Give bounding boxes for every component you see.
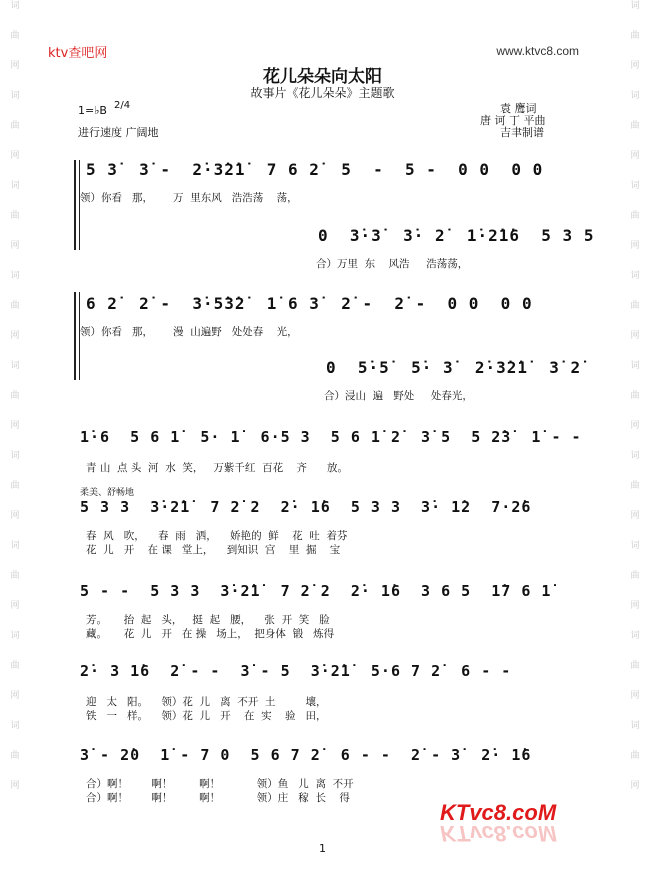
score-lyric: 领）你看 那， 万 里东风 浩浩荡 荡， [80,192,298,204]
watermark-glyph: 词 [10,631,20,641]
score-lyric-verse2: 花 儿 开 在 课 堂上， 到知识 宫 里 掘 宝 [86,544,341,556]
score-lyric: 领）你看 那， 漫 山遍野 处处春 光， [80,326,298,338]
watermark-glyph: 曲 [630,751,640,761]
watermark-glyph: 网 [630,421,640,431]
watermark-glyph: 词 [630,1,640,11]
watermark-glyph: 曲 [10,481,20,491]
score-lyric: 青 山 点 头 河 水 笑， 万紫千红 百花 齐 放。 [86,462,348,474]
score-lyric: 芳。 抬 起 头， 挺 起 腰， 张 开 笑 脸 [86,614,330,626]
score-lyric-verse2: 铁 一 样。 领）花 儿 开 在 实 验 田， [86,710,327,722]
watermark-glyph: 词 [10,451,20,461]
tempo-marking: 进行速度 广阔地 [78,126,159,139]
song-subtitle: 故事片《花儿朵朵》主题歌 [250,86,395,100]
watermark-glyph: 曲 [630,211,640,221]
watermark-glyph: 网 [630,151,640,161]
watermark-glyph: 网 [10,691,20,701]
watermark-glyph: 词 [10,181,20,191]
score-notes: 6 2̇ 2̇ - 3̇·5̇3̇2̇ 1̇ 6 3̇ 2̇ - 2̇ - 0 0 0 0 [86,294,533,313]
watermark-glyph: 网 [10,61,20,71]
score-lyric: 春 风 吹， 春 雨 洒， 娇艳的 鲜 花 吐 着芬 [86,530,348,542]
watermark-glyph: 网 [630,241,640,251]
watermark-glyph: 词 [630,361,640,371]
watermark-glyph: 词 [630,721,640,731]
watermark-glyph: 网 [10,331,20,341]
watermark-glyph: 词 [630,451,640,461]
watermark-glyph: 网 [630,781,640,791]
brand-logo-text: ktv查吧网 [48,46,108,61]
watermark-glyph: 网 [10,601,20,611]
watermark-glyph: 词 [630,91,640,101]
score-notes: 5 3̇ 3̇ - 2̇·3̇2̇1̇ 7 6 2̇ 5 - 5 - 0 0 0 0 [86,160,544,179]
section-expression: 柔美、舒畅地 [80,488,135,498]
score-notes: 3̇ - 2̇0 1̇ - 7 0 5 6 7 2̇ 6 - - 2̇ - 3̇ 2̇· 1̇6 [80,746,532,764]
watermark-glyph: 曲 [630,31,640,41]
page-number: 1 [319,842,326,855]
key-signature: 1=♭B [78,104,107,117]
watermark-glyph: 曲 [630,301,640,311]
watermark-glyph: 网 [10,151,20,161]
watermark-glyph: 曲 [10,301,20,311]
watermark-glyph: 词 [10,91,20,101]
composer-credit: 唐 诃 丁 平曲 [480,114,546,127]
score-notes: 2̇· 3 1̇6 2̇ - - 3̇ - 5 3̇·2̇1̇ 5·6 7 2̇ 6 - - [80,662,512,680]
watermark-glyph: 曲 [630,391,640,401]
watermark-glyph: 词 [10,361,20,371]
lyricist-credit: 袁 鹰词 [500,102,537,115]
score-lyric: 合）啊！ 啊！ 啊！ 领）鱼 儿 离 不开 [86,778,354,790]
watermark-glyph: 曲 [10,121,20,131]
score-lyric: 迎 太 阳。 领）花 儿 离 不开 土 壤， [86,696,327,708]
score-notes: 5 - - 5 3 3 3̇·2̇1̇ 7 2̇ 2 2̇· 1̇6 3 6 5 1̇7 6 1̇ [80,582,552,600]
watermark-glyph: 网 [10,781,20,791]
watermark-glyph: 词 [630,271,640,281]
watermark-glyph: 曲 [10,571,20,581]
watermark-glyph: 网 [10,421,20,431]
score-lyric-verse2: 合）啊！ 啊！ 啊！ 领）庄 稼 长 得 [86,792,350,804]
watermark-glyph: 网 [630,601,640,611]
watermark-glyph: 网 [630,691,640,701]
footer-logo [440,800,556,846]
footer-logo-text: KTvc8.coM [440,800,557,825]
watermark-glyph: 词 [10,721,20,731]
score-notes: 1̇·6 5 6 1̇ 5· 1̇ 6·5 3 5 6 1̇ 2̇ 3̇ 5 5 2̇3̇ 1̇ - - [80,428,582,446]
score-lyric: 合）浸山 遍 野处 处春光， [324,390,473,402]
watermark-glyph: 曲 [630,481,640,491]
song-title: 花儿朵朵向太阳 [263,67,382,87]
watermark-glyph: 网 [10,511,20,521]
site-url: www.ktvc8.com [496,44,579,58]
watermark-glyph: 曲 [10,211,20,221]
watermark-glyph: 网 [10,241,20,251]
time-signature: 2/4 [114,100,131,111]
watermark-glyph: 词 [10,271,20,281]
watermark-glyph: 曲 [10,31,20,41]
watermark-glyph: 网 [630,511,640,521]
system-brace [74,160,82,250]
watermark-glyph: 词 [630,631,640,641]
score-lyric-verse2: 藏。 花 儿 开 在 操 场上， 把身体 锻 炼得 [86,628,335,640]
score-lyric: 合）万里 东 风浩 浩荡荡， [316,258,469,270]
watermark-glyph: 曲 [10,751,20,761]
watermark-glyph: 网 [630,61,640,71]
watermark-glyph: 曲 [10,391,20,401]
watermark-glyph: 词 [630,181,640,191]
watermark-glyph: 曲 [630,571,640,581]
watermark-glyph: 网 [630,331,640,341]
footer-logo-reflection: KTvc8.coM [440,821,557,846]
arranger-credit: 吉聿制谱 [500,126,544,139]
watermark-glyph: 曲 [630,661,640,671]
watermark-glyph: 词 [10,541,20,551]
watermark-glyph: 曲 [10,661,20,671]
score-notes: 0 3̇·3̇ 3̇· 2̇ 1̇·2̇1̇6 5 3 5 [318,226,595,245]
score-notes: 0 5̇·5̇ 5̇· 3̇ 2̇·3̇2̇1̇ 3̇ 2̇ [326,358,582,377]
watermark-glyph: 曲 [630,121,640,131]
score-notes: 5 3 3 3̇·2̇1̇ 7 2̇ 2 2̇· 1̇6 5 3 3 3̇· 1̇2 7·2̇6 [80,498,532,516]
watermark-glyph: 词 [630,541,640,551]
watermark-left [8,0,22,810]
watermark-right [628,0,642,810]
watermark-glyph: 词 [10,1,20,11]
